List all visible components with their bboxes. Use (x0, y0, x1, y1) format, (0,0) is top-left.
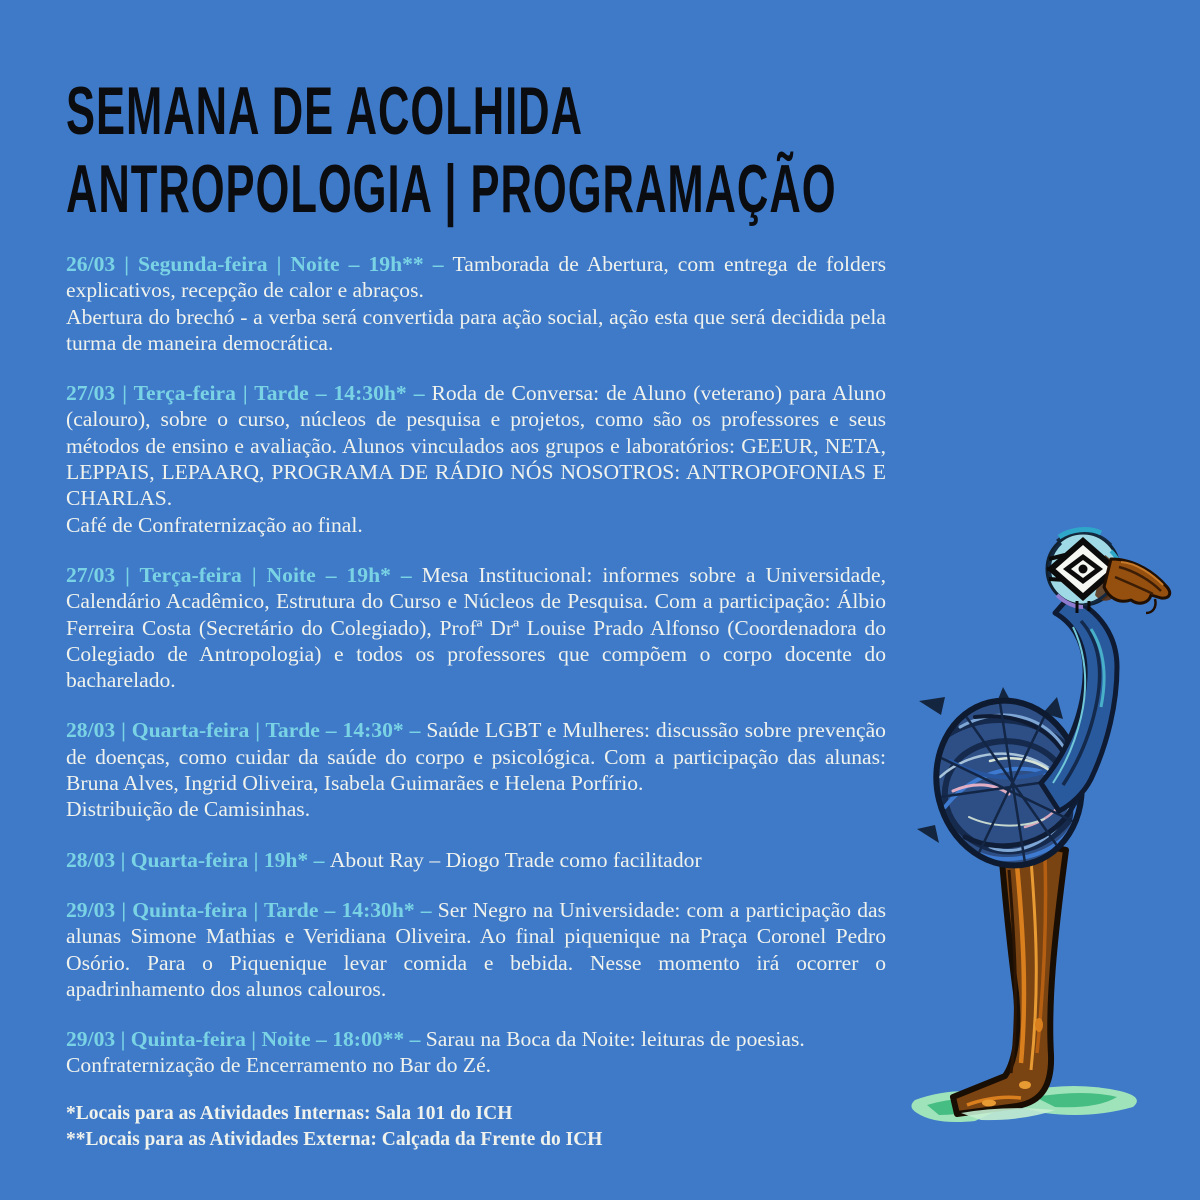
schedule-item (66, 251, 886, 356)
schedule-item (66, 847, 886, 873)
schedule-item (66, 562, 886, 693)
event-description: Saúde LGBT e Mulheres: discussão sobre prevenção de doenças, como cuidar da saúde do corpo e psicológica. Com a participação das alunas: Bruna Alves, Ingrid Oliveira, Isabela Guimarães e Helena Porfírio. (66, 718, 886, 796)
ema-ostrich-drawing (905, 525, 1175, 1150)
footnotes (66, 1101, 766, 1153)
event-description: About Ray – Diogo Trade como facilitador (329, 847, 702, 872)
event-description: Tamborada de Abertura, com entrega de folders explicativos, recepção de calor e abraços. (66, 252, 886, 303)
event-description: Sarau na Boca da Noite: leituras de poesias. (425, 1027, 805, 1052)
footnote-line: **Locais para as Atividades Externa: Calçada da Frente do ICH (66, 1129, 603, 1150)
event-description: Mesa Institucional: informes sobre a Universidade, Calendário Acadêmico, Estrutura do Curso e Núcleos de Pesquisa. Com a participação: Álbio Ferreira Costa (Secretário do Colegiado), Profª Drª Louise Prado Alfonso (Coordenadora do Colegiado de Antropologia) e todos os professores que compõem o corpo docente do bacharelado. (66, 562, 886, 693)
bird-beak (1104, 559, 1170, 613)
event-datetime: 29/03 | Quinta-feira | Noite – 18:00** – (66, 1027, 426, 1052)
schedule-item (66, 897, 886, 1002)
schedule-item (66, 1026, 886, 1079)
event-extra-line: Café de Confraternização ao final. (66, 512, 363, 537)
event-description: Ser Negro na Universidade: com a participação das alunas Simone Mathias e Veridiana Oliveira. Ao final piquenique na Praça Coronel Pedro Osório. Para o Piquenique levar comida e bebida. Nesse momento irá ocorrer o apadrinhamento dos alunos calouros. (66, 897, 886, 1001)
event-description: Roda de Conversa: de Aluno (veterano) para Aluno (calouro), sobre o curso, núcleos de pesquisa e projetos, como são os professores e seus métodos de ensino e avaliação. Alunos vinculados aos grupos e laboratórios: GEEUR, NETA, LEPPAIS, LEPAARQ, PROGRAMA DE RÁDIO NÓS NOSOTROS: ANTROPOFONIAS E CHARLAS. (66, 381, 886, 511)
event-extra-line: Distribuição de Camisinhas. (66, 797, 311, 822)
schedule-list (66, 251, 886, 1103)
event-datetime: 28/03 | Quarta-feira | 19h* – (66, 847, 330, 872)
ema-ostrich-illustration (905, 525, 1175, 1150)
event-extra-line: Abertura do brechó - a verba será convertida para ação social, ação esta que será decidida pela turma de maneira democrática. (66, 304, 886, 355)
event-datetime: 29/03 | Quinta-feira | Tarde – 14:30h* – (66, 897, 438, 922)
footnote-line: *Locais para as Atividades Internas: Sala 101 do ICH (66, 1103, 513, 1124)
event-extra-line: Confraternização de Encerramento no Bar do Zé. (66, 1053, 492, 1078)
poster-title-line1: SEMANA DE ACOLHIDA (66, 73, 583, 149)
event-datetime: 28/03 | Quarta-feira | Tarde – 14:30* – (66, 718, 427, 743)
schedule-item (66, 380, 886, 538)
event-datetime: 26/03 | Segunda-feira | Noite – 19h** – (66, 252, 453, 276)
poster-title-line2: ANTROPOLOGIA | PROGRAMAÇÃO (66, 151, 837, 227)
bird-leg (953, 837, 1066, 1114)
event-datetime: 27/03 | Terça-feira | Tarde – 14:30h* – (66, 381, 432, 406)
schedule-item (66, 717, 886, 822)
event-datetime: 27/03 | Terça-feira | Noite – 19h* – (66, 562, 422, 587)
